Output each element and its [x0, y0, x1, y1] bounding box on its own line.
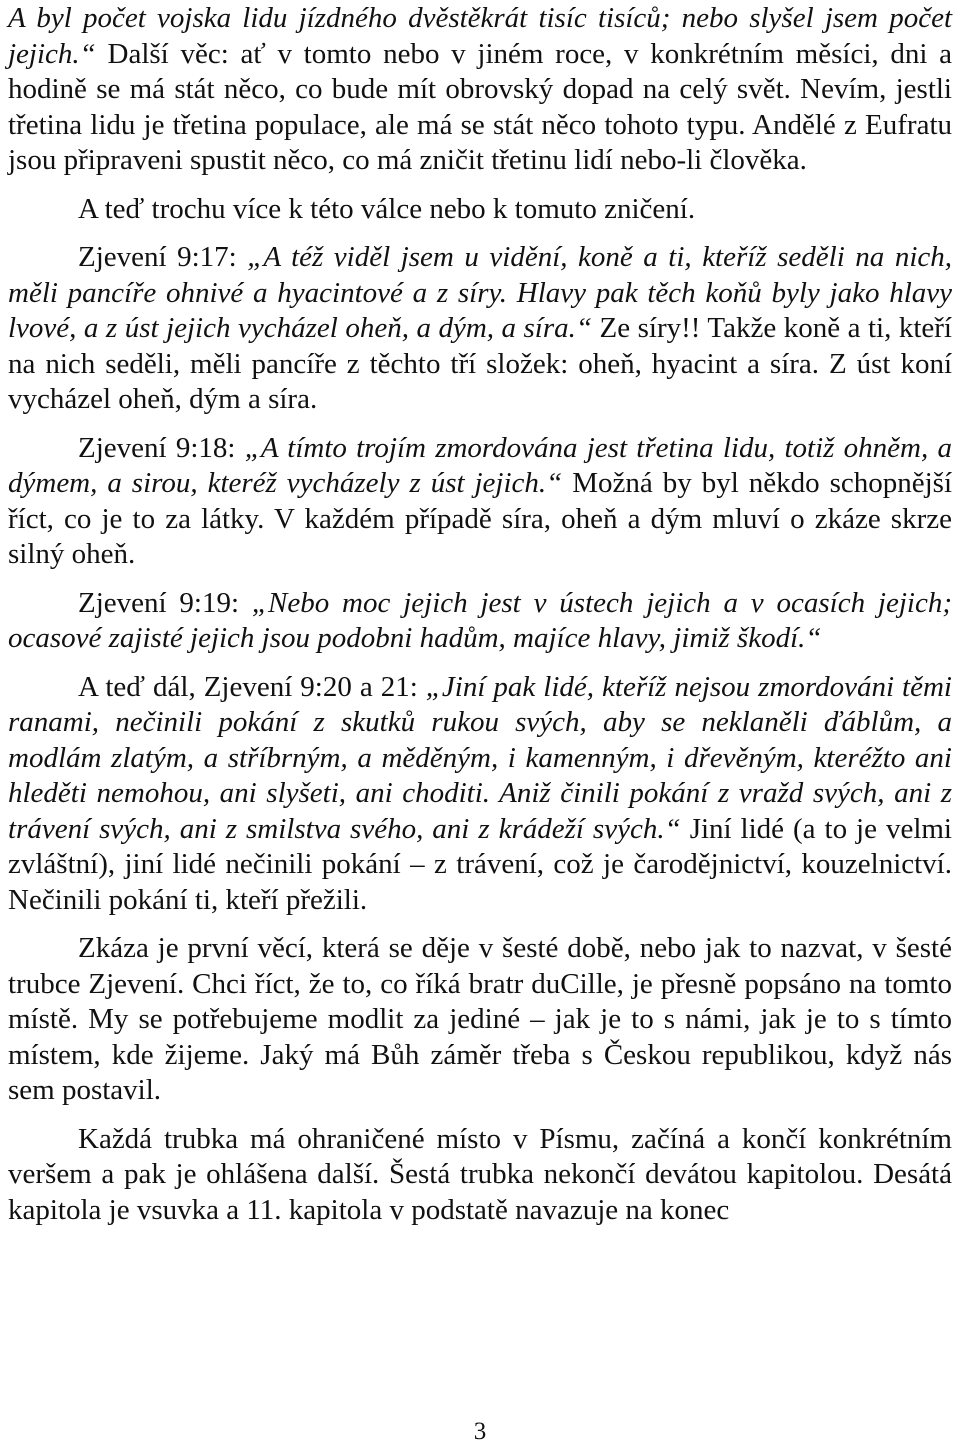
scripture-reference: Zjevení 9:18:: [78, 431, 245, 464]
paragraph-6: [8, 670, 952, 919]
scripture-quote: „A tímto trojím zmordována jest třetina lidu, totiž ohněm, a dýmem, a sirou, kteréž vycházely z úst jejich.“: [8, 431, 952, 499]
paragraph-3: [8, 240, 952, 418]
scripture-reference: A teď dál, Zjevení 9:20 a 21:: [78, 670, 426, 703]
paragraph-text: Další věc: ať v tomto nebo v jiném roce, v konkrétním měsíci, dni a hodině se má stát něco, co bude mít obrovský dopad na celý svět. Nevím, jestli třetina lidu je třetina populace, ale má se stát něco tohoto typu. Andělé z Eufratu jsou připraveni spustit něco, co má zničit třetinu lidí nebo-li člověka.: [8, 37, 952, 176]
scripture-quote: „Nebo moc jejich jest v ústech jejich a v ocasích jejich; ocasové zajisté jejich jsou podobni hadům, majíce hlavy, jimiž škodí.“: [8, 586, 953, 654]
paragraph-7: [8, 931, 952, 1109]
paragraph-text: A teď trochu více k této válce nebo k tomuto zničení.: [78, 192, 696, 225]
paragraph-1: [8, 1, 952, 179]
paragraph-text: Možná by byl někdo schopnější říct, co je to za látky. V každém případě síra, oheň a dým mluví o zkáze skrze silný oheň.: [8, 467, 953, 570]
paragraph-8: [8, 1122, 952, 1229]
paragraph-text: Ze síry!! Takže koně a ti, kteří na nich seděli, měli pancíře z těchto tří složek: oheň, hyacint a síra. Z úst koní vycházel oheň, dým a síra.: [8, 312, 952, 415]
scripture-quote: „Jiní pak lidé, kteříž nejsou zmordováni těmi ranami, nečinili pokání z skutků rukou svých, aby se neklaněli ďáblům, a modlám zlatým, a stříbrným, a měděným, i kamenným, i dřevěným, kteréžto ani hleděti nemohou, ani slyšeti, ani choditi. Aniž činili pokání z vražd svých, ani z trávení svých, ani z smilstva svého, ani z krádeží svých.“: [8, 670, 952, 845]
page-number: 3: [473, 1418, 487, 1445]
scripture-reference: Zjevení 9:17:: [78, 241, 248, 273]
paragraph-4: [8, 431, 952, 573]
document-page: [8, 0, 952, 1446]
quote-tail: A byl počet vojska lidu jízdného dvěstěkrát tisíc tisíců; nebo slyšel jsem počet jejich.“: [8, 2, 952, 70]
paragraph-5: [8, 586, 952, 657]
paragraph-text: Zkáza je první věcí, která se děje v šesté době, nebo jak to nazvat, v šesté trubce Zjevení. Chci říct, že to, co říká bratr duCille, je přesně popsáno na tomto místě. My se potřebujeme modlit za jediné – jak je to s námi, jak je to s tímto místem, kde žijeme. Jaký má Bůh záměr třeba s Českou republikou, když nás sem postavil.: [8, 932, 952, 1106]
paragraph-text: Každá trubka má ohraničené místo v Písmu, začíná a končí konkrétním veršem a pak je ohlášena další. Šestá trubka nekončí devátou kapitolou. Desátá kapitola je vsuvka a 11. kapitola v podstatě navazuje na konec: [8, 1122, 952, 1226]
paragraph-2: [8, 192, 952, 228]
paragraph-text: Jiní lidé (a to je velmi zvláštní), jiní lidé nečinili pokání – z trávení, což je čarodějnictví, kouzelnictví. Nečinili pokání ti, kteří přežili.: [8, 812, 952, 916]
scripture-quote: „A též viděl jsem u vidění, koně a ti, kteříž seděli na nich, měli pancíře ohnivé a hyacintové a z síry. Hlavy pak těch koňů byly jako hlavy lvové, a z úst jejich vycházel oheň, a dým, a síra.“: [8, 241, 953, 344]
scripture-reference: Zjevení 9:19:: [78, 586, 252, 619]
